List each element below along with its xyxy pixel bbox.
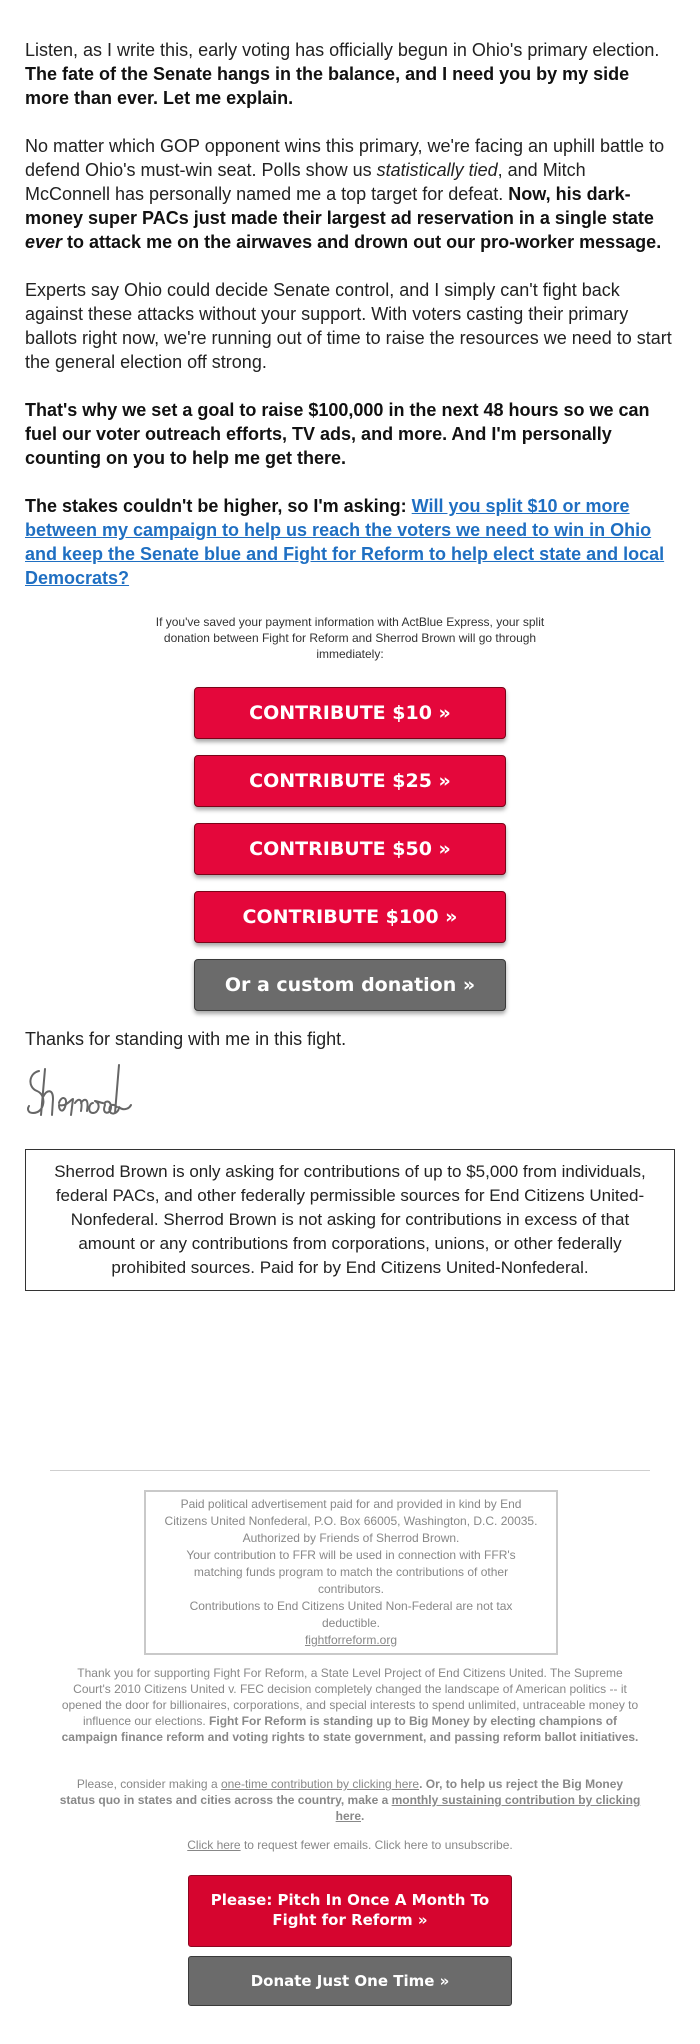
paragraph-opponent <box>25 134 675 254</box>
monthly-donation-button[interactable] <box>188 1875 512 1947</box>
paragraph-experts: Experts say Ohio could decide Senate control, and I simply can't fight back against these attacks without your support. With voters casting their primary ballots right now, we're running out of time to raise the resources we need to start the general election off strong. <box>25 280 672 372</box>
opponent-bold-italic: ever <box>25 232 63 252</box>
opponent-text: No matter which GOP opponent wins this primary, we're facing an uphill battle to defend Ohio's must-win seat. Polls show us <box>25 136 665 180</box>
ask-bold: The stakes couldn't be higher, so I'm asking: <box>25 496 412 516</box>
custom-donation-button[interactable]: Or a custom donation » <box>194 959 506 1011</box>
contribute-10-button[interactable]: CONTRIBUTE $10 » <box>194 687 506 739</box>
footer-email-prefs <box>58 1837 642 1853</box>
goal-bold: That's why we set a goal to raise $100,000 in the next 48 hours so we can fuel our voter outreach efforts, TV ads, and more. And I'm personally counting on you to help me get there. <box>25 400 650 468</box>
consider-bold-text: . Or, to help us reject the Big Money status quo in states and cities across the country, make a <box>59 1777 624 1807</box>
about-bold: Fight For Reform is standing up to Big Money by electing champions of campaign finance reform and voting rights to state government, and passing reform ballot initiatives. <box>61 1714 639 1744</box>
intro-bold-text: The fate of the Senate hangs in the balance, and I need you by my side more than ever. Let me explain. <box>25 64 630 108</box>
paid-line: Authorized by Friends of Sherrod Brown. <box>242 1531 460 1545</box>
monthly-contribution-link[interactable]: monthly sustaining contribution by clicking here <box>335 1793 641 1823</box>
one-time-contribution-link[interactable]: one-time contribution by clicking here <box>220 1777 420 1791</box>
paid-line: contributors. <box>317 1582 385 1596</box>
opponent-text-2: , and Mitch McConnell has personally named me a top target for defeat. <box>25 160 586 204</box>
paid-for-box <box>144 1490 558 1655</box>
monthly-donation-label: Please: Pitch In Once A Month To Fight for Reform » <box>210 1891 490 1929</box>
contribute-25-button[interactable]: CONTRIBUTE $25 » <box>194 755 506 807</box>
paragraph-intro <box>25 38 675 110</box>
signature-image <box>25 1059 155 1129</box>
thanks-text: Thanks for standing with me in this fight. <box>25 1029 347 1049</box>
paid-line: Contributions to End Citizens United Non-Federal are not tax <box>189 1599 513 1613</box>
consider-text: Please, consider making a <box>76 1777 221 1791</box>
paid-line: Your contribution to FFR will be used in connection with FFR's <box>186 1548 516 1562</box>
contribute-50-button[interactable]: CONTRIBUTE $50 » <box>194 823 506 875</box>
intro-text: Listen, as I write this, early voting has officially begun in Ohio's primary election. <box>25 40 660 60</box>
site-link[interactable]: fightforreform.org <box>304 1633 398 1647</box>
actblue-express-note: If you've saved your payment information with ActBlue Express, your split donation between Fight for Reform and Sherrod Brown will go through immediately: <box>155 615 545 661</box>
fewer-emails-text: to request fewer emails. Click here to unsubscribe. <box>240 1838 513 1852</box>
paid-line: matching funds program to match the contributions of other <box>193 1565 509 1579</box>
opponent-bold-b: to attack me on the airwaves and drown out our pro-worker message. <box>62 232 662 252</box>
paragraph-ask <box>25 494 675 590</box>
fewer-emails-link[interactable]: Click here <box>187 1838 241 1852</box>
paid-line: Paid political advertisement paid for and provided in kind by End <box>180 1497 522 1511</box>
contribution-disclaimer: Sherrod Brown is only asking for contributions of up to $5,000 from individuals, federal PACs, and other federally permissible sources for End Citizens United-Nonfederal. Sherrod Brown is not asking for contributions in excess of that amount or any contributions from corporations, unions, or other federally prohibited sources. Paid for by End Citizens United-Nonfederal. <box>25 1149 675 1291</box>
contribution-buttons <box>25 687 675 1011</box>
opponent-italic: statistically tied <box>376 160 498 180</box>
about-text: Thank you for supporting Fight For Reform, a State Level Project of End Citizens United. The Supreme Court's 2010 Citizens United v. FEC decision completely changed the landscape of American politics -- it opened the door for billionaires, corporations, and special interests to spend unlimited, untraceable money to influence our elections. <box>61 1666 639 1728</box>
paid-line: deductible. <box>321 1616 381 1630</box>
consider-end: . <box>361 1809 365 1823</box>
opponent-bold-a: Now, his dark-money super PACs just made their largest ad reservation in a single state <box>25 184 654 228</box>
one-time-donation-button[interactable]: Donate Just One Time » <box>188 1956 512 2006</box>
contribute-100-button[interactable]: CONTRIBUTE $100 » <box>194 891 506 943</box>
footer-divider <box>50 1470 650 1471</box>
email-body <box>25 38 675 1291</box>
footer-about <box>58 1665 642 1745</box>
footer-consider <box>58 1776 642 1824</box>
paragraph-goal <box>25 398 675 470</box>
split-donation-link[interactable]: Will you split $10 or more between my campaign to help us reach the voters we need to win in Ohio and keep the Senate blue and Fight for Reform to help elect state and local Democrats? <box>25 496 665 588</box>
paid-line: Citizens United Nonfederal, P.O. Box 66005, Washington, D.C. 20035. <box>164 1514 538 1528</box>
